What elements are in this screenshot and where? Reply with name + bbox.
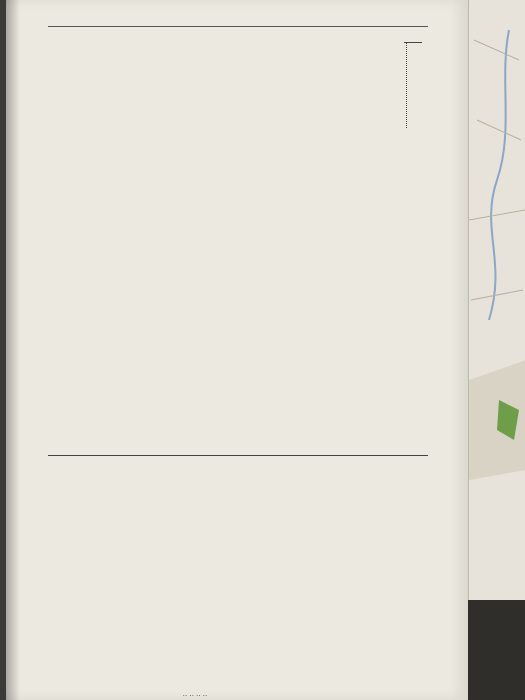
page-footer-rule: ‥‥‥‥ — [182, 690, 210, 698]
page-gutter-shadow — [6, 0, 20, 700]
map-roads — [469, 40, 525, 300]
adjacent-map-page — [468, 0, 525, 660]
map-river — [489, 30, 509, 320]
body-text — [66, 80, 386, 450]
header-rule — [48, 26, 428, 27]
desk-background — [468, 600, 525, 700]
footnotes — [72, 462, 392, 637]
map-graphic — [469, 0, 525, 660]
notes-rule — [48, 455, 428, 456]
book-page — [6, 0, 468, 700]
title-dotted-rule — [406, 42, 407, 128]
